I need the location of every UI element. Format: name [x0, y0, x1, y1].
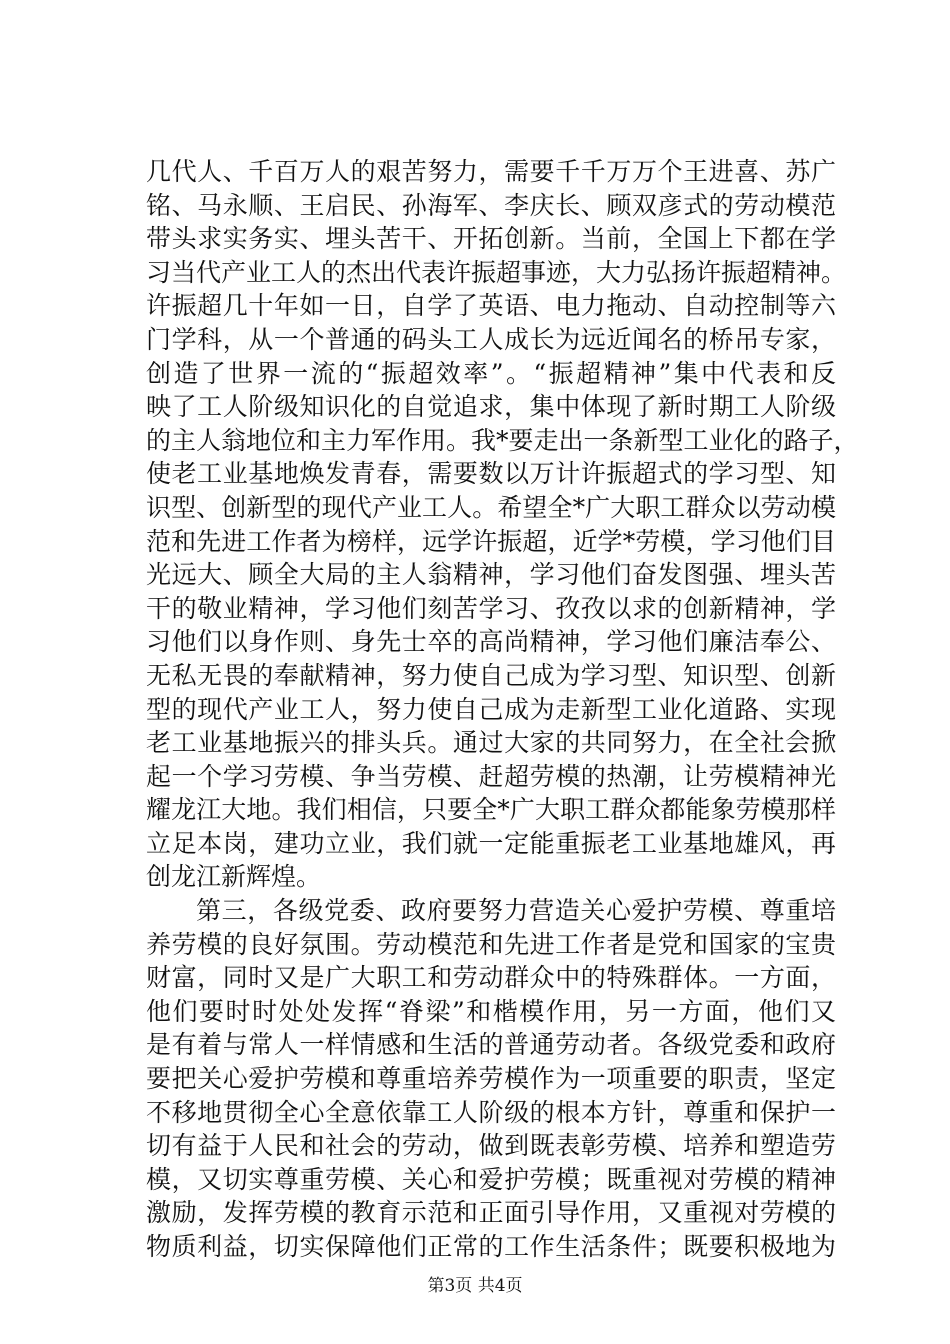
text-line: 光远大、顾全大局的主人翁精神，学习他们奋发图强、埋头苦 — [146, 560, 836, 590]
text-line: 干的敬业精神，学习他们刻苦学习、孜孜以求的创新精神，学 — [146, 593, 836, 623]
text-line: 许振超几十年如一日，自学了英语、电力拖动、自动控制等六 — [146, 291, 836, 321]
text-line: 耀龙江大地。我们相信，只要全*广大职工群众都能象劳模那样 — [146, 795, 836, 825]
text-line: 门学科，从一个普通的码头工人成长为远近闻名的桥吊专家， — [146, 324, 836, 354]
text-line: 是有着与常人一样情感和生活的普通劳动者。各级党委和政府 — [146, 1030, 836, 1060]
text-line: 激励，发挥劳模的教育示范和正面引导作用，又重视对劳模的 — [146, 1198, 836, 1228]
text-line: 财富，同时又是广大职工和劳动群众中的特殊群体。一方面， — [146, 963, 836, 993]
text-line: 第三，各级党委、政府要努力营造关心爱护劳模、尊重培 — [196, 896, 836, 926]
text-line: 习当代产业工人的杰出代表许振超事迹，大力弘扬许振超精神。 — [146, 257, 847, 287]
text-line: 几代人、千百万人的艰苦努力，需要千千万万个王进喜、苏广 — [146, 157, 836, 186]
text-line: 型的现代产业工人，努力使自己成为走新型工业化道路、实现 — [146, 694, 836, 724]
page-footer: 第3页 共4页 — [427, 1276, 523, 1296]
text-line: 无私无畏的奉献精神，努力使自己成为学习型、知识型、创新 — [146, 660, 836, 690]
document-body — [146, 155, 859, 1264]
text-line: 识型、创新型的现代产业工人。希望全*广大职工群众以劳动模 — [146, 492, 836, 522]
text-line: 不移地贯彻全心全意依靠工人阶级的根本方针，尊重和保护一 — [146, 1097, 836, 1127]
text-line: 的主人翁地位和主力军作用。我*要走出一条新型工业化的路子， — [146, 425, 859, 455]
text-line: 模，又切实尊重劳模、关心和爱护劳模；既重视对劳模的精神 — [146, 1164, 836, 1194]
text-line: 老工业基地振兴的排头兵。通过大家的共同努力，在全社会掀 — [146, 728, 836, 758]
text-line: 带头求实务实、埋头苦干、开拓创新。当前，全国上下都在学 — [146, 224, 836, 254]
text-line: 物质利益，切实保障他们正常的工作生活条件；既要积极地为 — [146, 1232, 836, 1261]
text-line: 使老工业基地焕发青春，需要数以万计许振超式的学习型、知 — [146, 459, 836, 489]
text-line: 切有益于人民和社会的劳动，做到既表彰劳模、培养和塑造劳 — [146, 1131, 836, 1161]
text-line: 立足本岗，建功立业，我们就一定能重振老工业基地雄风，再 — [146, 828, 836, 858]
text-line: 映了工人阶级知识化的自觉追求，集中体现了新时期工人阶级 — [146, 392, 836, 422]
text-line: 养劳模的良好氛围。劳动模范和先进工作者是党和国家的宝贵 — [146, 929, 836, 959]
text-line: 要把关心爱护劳模和尊重培养劳模作为一项重要的职责，坚定 — [146, 1064, 836, 1094]
text-line: 创造了世界一流的“振超效率”。“振超精神”集中代表和反 — [146, 358, 836, 388]
text-line: 起一个学习劳模、争当劳模、赶超劳模的热潮，让劳模精神光 — [146, 761, 836, 791]
text-line: 习他们以身作则、身先士卒的高尚精神，学习他们廉洁奉公、 — [146, 627, 836, 657]
text-line: 创龙江新辉煌。 — [146, 862, 322, 892]
text-line: 范和先进工作者为榜样，远学许振超，近学*劳模，学习他们目 — [146, 526, 836, 556]
text-line: 他们要时时处处发挥“脊梁”和楷模作用，另一方面，他们又 — [146, 996, 836, 1026]
text-line: 铭、马永顺、王启民、孙海军、李庆长、顾双彦式的劳动模范 — [146, 190, 836, 220]
